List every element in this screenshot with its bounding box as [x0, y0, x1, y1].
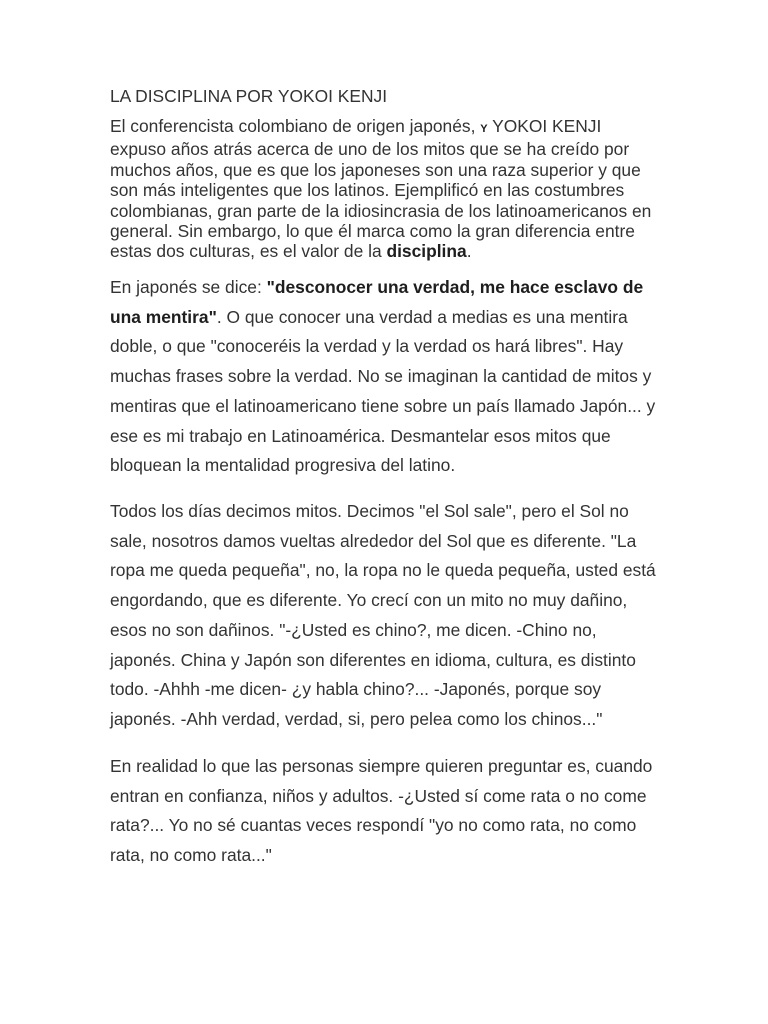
paragraph-3: [110, 497, 656, 735]
text-line: engordando, que es diferente. Yo crecí con un mito no muy dañino,: [110, 590, 628, 611]
text-line: japonés. -Ahh verdad, verdad, si, pero pelea como los chinos...": [110, 708, 603, 729]
text-line: bloquean la mentalidad progresiva del latino.: [110, 455, 456, 476]
text-line: colombianas, gran parte de la idiosincrasia de los latinoamericanos en: [110, 200, 652, 221]
text-line: [110, 241, 651, 261]
text-segment: .: [466, 241, 472, 262]
text-line: esos no son dañinos. "-¿Usted es chino?, me dicen. -Chino no,: [110, 619, 597, 640]
text-line: muchos años, que es que los japoneses son una raza superior y que: [110, 159, 641, 180]
text-line: entran en confianza, niños y adultos. -¿Usted sí come rata o no come: [110, 785, 647, 806]
text-segment: YOKOI KENJI: [487, 116, 602, 136]
text-line: En realidad lo que las personas siempre quieren preguntar es, cuando: [110, 756, 653, 776]
text-line: japonés. China y Japón son diferentes en idioma, cultura, es distinto: [110, 649, 636, 670]
text-segment: El conferencista colombiano de origen japonés,: [110, 116, 481, 136]
text-line: [110, 303, 655, 333]
text-segment: estas dos culturas, es el valor de la: [110, 241, 387, 262]
text-line: rata?... Yo no sé cuantas veces respondí "yo no como rata, no como: [110, 815, 637, 836]
text-line: expuso años atrás acerca de uno de los mitos que se ha creído por: [110, 139, 630, 160]
bold-text: disciplina: [386, 241, 467, 262]
bold-quote: "desconocer una verdad, me hace esclavo de: [266, 277, 644, 297]
text-line: ese es mi trabajo en Latinoamérica. Desmantelar esos mitos que: [110, 425, 611, 446]
text-line: muchas frases sobre la verdad. No se imaginan la cantidad de mitos y: [110, 366, 652, 387]
text-line: [110, 116, 651, 139]
small-bold-letter: Y: [480, 123, 488, 135]
text-line: sale, nosotros damos vueltas alrededor del Sol que es diferente. "La: [110, 530, 637, 551]
text-line: Todos los días decimos mitos. Decimos "el Sol sale", pero el Sol no: [110, 501, 629, 521]
document-title: LA DISCIPLINA POR YOKOI KENJI: [110, 86, 388, 106]
paragraph-4: [110, 752, 652, 871]
text-line: [110, 273, 655, 303]
text-line: doble, o que "conoceréis la verdad y la verdad os hará libres". Hay: [110, 336, 624, 357]
text-segment: En japonés se dice:: [110, 277, 267, 297]
text-line: ropa me queda pequeña", no, la ropa no le queda pequeña, usted está: [110, 560, 656, 581]
text-line: rata, no como rata...": [110, 845, 272, 866]
text-line: general. Sin embargo, lo que él marca como la gran diferencia entre: [110, 221, 635, 242]
text-segment: . O que conocer una verdad a medias es una mentira: [216, 306, 628, 327]
text-line: mentiras que el latinoamericano tiene sobre un país llamado Japón... y: [110, 395, 656, 416]
text-line: todo. -Ahhh -me dicen- ¿y habla chino?... -Japonés, porque soy: [110, 679, 602, 700]
paragraph-1: [110, 116, 651, 262]
text-line: son más inteligentes que los latinos. Ejemplificó en las costumbres: [110, 180, 625, 201]
bold-quote: una mentira": [110, 306, 217, 327]
paragraph-2: [110, 273, 655, 481]
